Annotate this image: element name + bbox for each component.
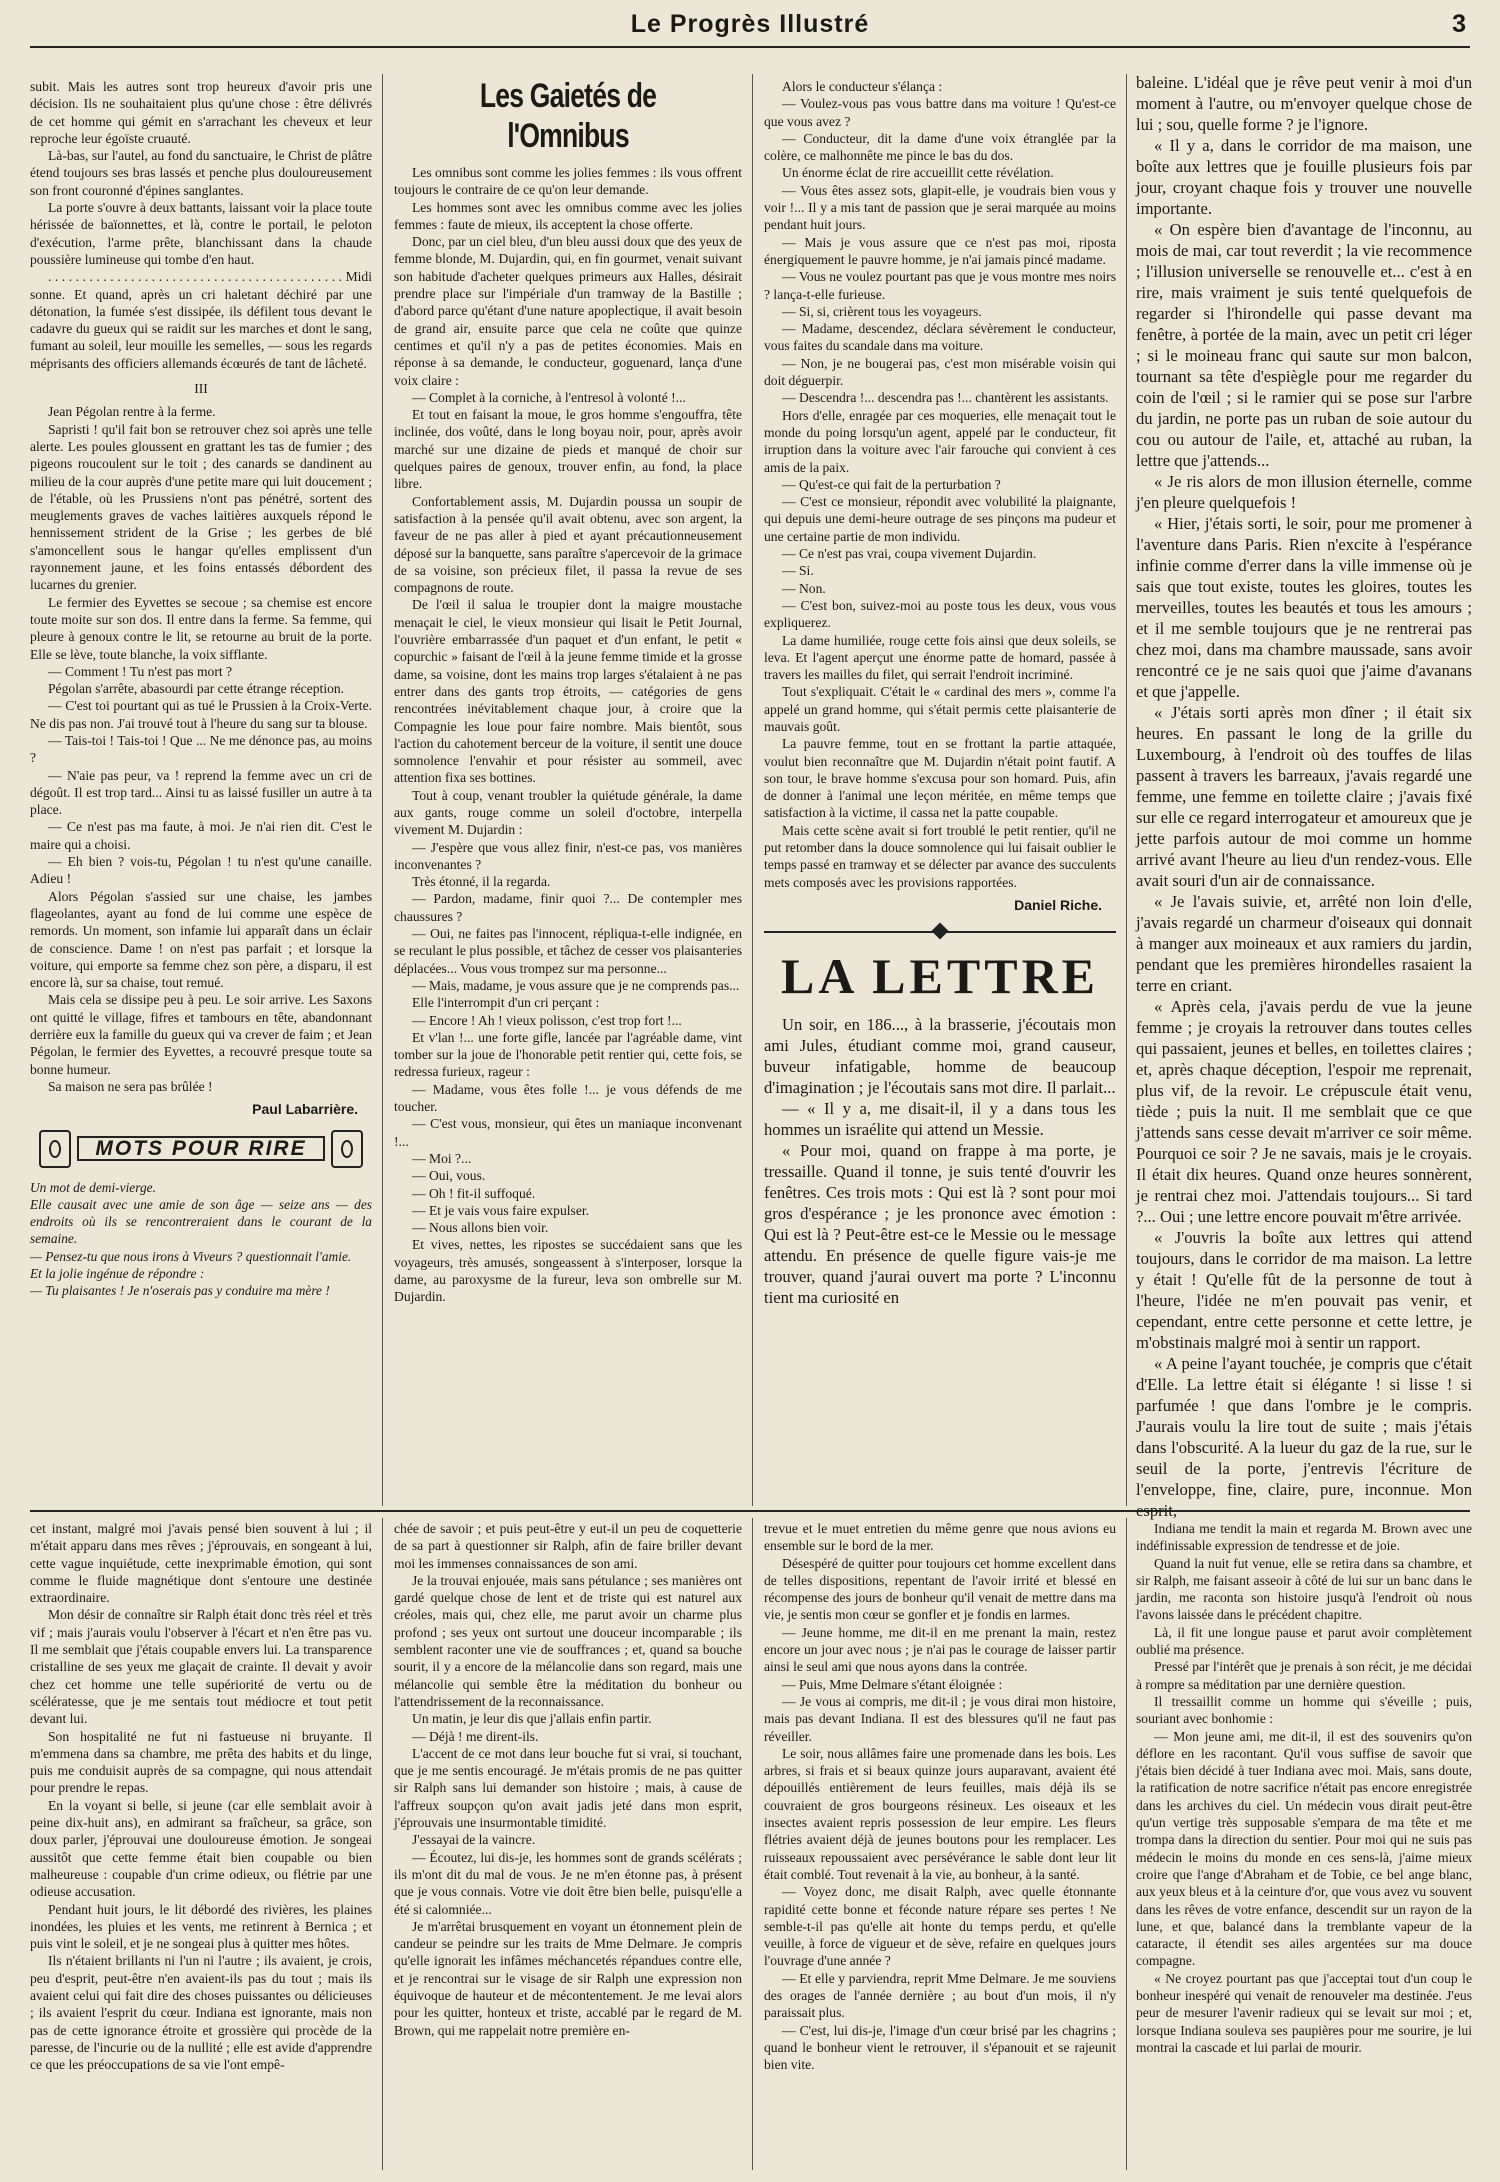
author-signature: Paul Labarrière.	[252, 1101, 358, 1118]
paragraph: — Conducteur, dit la dame d'une voix étranglée par la colère, ce malhonnête me pince le bas du dos.	[764, 130, 1116, 164]
paragraph: — Oui, ne faites pas l'innocent, répliqua-t-elle indignée, en se reculant le plus possible, et tâchez de cesser vos plaisanteries déplacées... Vous vous trompez sur ma personne...	[394, 926, 742, 976]
paragraph: Là-bas, sur l'autel, au fond du sanctuaire, le Christ de plâtre étend toujours ses bras lassés et penche plus douloureusement son front couronné d'épines sanglantes.	[30, 148, 372, 198]
paragraph: — Et je vais vous faire expulser.	[412, 1202, 590, 1218]
paragraph: La dame humiliée, rouge cette fois ainsi que deux soleils, se leva. Et l'agent aperçut une énorme patte de homard, passée à travers les mailles du filet, qui serrait l'endroit incriminé.	[764, 632, 1116, 683]
paragraph: « On espère bien d'avantage de l'inconnu, au mois de mai, car tout reverdit ; la vie recommence ; l'illusion universelle se renouvelle et... c'est à en rire, mais vraiment je suis tenté quelquefois de regarder si l'hirondelle qui passe devant ma fenêtre, à portée de la main, avec un petit cri léger ; si le moineau franc qui saute sur mon balcon, tournant sa tête d'espiègle pour me regarder du coin de l'œil ; si le ramier qui se pose sur l'arbre du jardin, ne porte pas un ruban de soie autour du cou ou autour de l'aile, et, attaché au ruban, la lettre que j'attends...	[1136, 220, 1472, 470]
paragraph: « Je l'avais suivie, et, arrêté non loin d'elle, j'avais regardé un charmeur d'oiseaux qui donnait à manger aux moineaux et aux ramiers du jardin, pendant que les premières hirondelles rasaient la terre en criant.	[1136, 892, 1472, 995]
paragraph: — Madame, descendez, déclara sévèrement le conducteur, vous faites du scandale dans ma voiture.	[764, 321, 1116, 354]
paragraph: Hors d'elle, enragée par ces moqueries, elle menaçait tout le monde du poing lorsqu'un agent, appelé par le conducteur, fit irruption dans la voiture avec l'air farouche qui convient à ces amis de la paix.	[764, 407, 1116, 475]
joke-line: — Pensez-tu que nous irons à Viveurs ? questionnait l'amie.	[30, 1248, 352, 1264]
paragraph: — C'est bon, suivez-moi au poste tous les deux, vous vous expliquerez.	[764, 597, 1116, 631]
paragraph: Très étonné, il la regarda.	[412, 874, 551, 890]
paragraph: — Qu'est-ce qui fait de la perturbation ?	[782, 476, 1001, 492]
paragraph: Alors le conducteur s'élança :	[782, 79, 943, 94]
paragraph: Mais cela se dissipe peu à peu. Le soir arrive. Les Saxons ont quitté le village, fifres et tambours en tête, abandonnant derrière eux la famille du gueux qui va crever de faim ; et Jean Pégolan, le fermier des Eyvettes, a recouvré presque toute sa bonne humeur.	[30, 992, 372, 1077]
mots-pour-rire-title: MOTS POUR RIRE	[77, 1136, 324, 1161]
paragraph: — Oui, vous.	[412, 1168, 486, 1184]
page-number: 3	[1452, 10, 1466, 38]
joke-line: — Tu plaisantes ! Je n'oserais pas y conduire ma mère !	[30, 1283, 330, 1299]
paragraph: subit. Mais les autres sont trop heureux d'avoir pris une décision. Ils ne souhaitaient plus qu'une chose : être délivrés de cet homme qui gémit en s'arrachant les cheveux et leur reproche leur égoïste cruauté.	[30, 79, 372, 146]
paragraph: Quand la nuit fut venue, elle se retira dans sa chambre, et sir Ralph, me faisant asseoir à côté de lui sur un banc dans le jardin, me raconta son histoire jusqu'à l'endroit où nous l'avons laissée dans le précédent chapitre.	[1136, 1555, 1472, 1623]
paragraph: Sa maison ne sera pas brûlée !	[48, 1078, 213, 1094]
paragraph: — C'est toi pourtant qui as tué le Prussien à la Croix-Verte. Ne dis pas non. J'ai trouvé tout à l'heure du sang sur ta blouse.	[30, 698, 372, 731]
paragraph: Je la trouvai enjouée, mais sans pétulance ; ses manières ont gardé quelque chose de lent et de triste qui est naturel aux créoles, mais qui, chez elle, me parut avoir un charme plus profond ; ses yeux ont surtout une douceur incomparable ; ils semblent raconter une vie de souffrances ; et, quand sa bouche sourit, il y a encore de la mélancolie dans son regard, mais une mélancolie qui semble être la méditation du bonheur ou l'attendrissement de la reconnaissance.	[394, 1572, 742, 1709]
mots-pour-rire	[30, 1179, 372, 1300]
joke-line: Et la jolie ingénue de répondre :	[30, 1266, 205, 1281]
paragraph: Un matin, je leur dis que j'allais enfin partir.	[412, 1711, 652, 1727]
paragraph: Le soir, nous allâmes faire une promenade dans les bois. Les arbres, si frais et si beaux quinze jours auparavant, avaient été dépouillés entièrement de leurs feuilles, mais déjà ils se couvraient de gros bourgeons résineux. Les oiseaux et les insectes avaient repris possession de leur empire. Les fleurs flétries avaient déjà de jeunes boutons pour les remplacer. Les ruisseaux repoussaient avec persévérance le sable dont leur lit était comblé. Tout revenait à la vie, au bonheur, à la santé.	[764, 1745, 1116, 1882]
column-rule	[1126, 1518, 1127, 2170]
paragraph: « Ne croyez pourtant pas que j'acceptai tout d'un coup le bonheur inespéré qui venait de renouveler ma destinée. J'eus peur de mesurer l'avenir radieux qui se levait sur moi ; et, lorsque Indiana souleva ses paupières pour me sourire, je lui montrai la cascade et lui parlai de mourir.	[1136, 1970, 1472, 2055]
paragraph: Pégolan s'arrête, abasourdi par cette étrange réception.	[48, 681, 345, 697]
paragraph: — Non.	[782, 580, 826, 596]
paragraph: — Mon jeune ami, me dit-il, il est des souvenirs qu'on déflore en les racontant. Qu'il vous suffise de savoir que j'étais bien décidé à tuer Indiana avec moi. Mais, sans doute, la ratification de notre sacrifice n'était pas encore enregistrée dans les archives du ciel. Un médecin vous dirait peut-être qu'un vertige très supposable s'empara de ma tête et me trompa dans la direction du sentier. Pour moi qui ne suis pas médecin le moins du monde en ces sens-là, j'aime mieux croire que l'ange d'Abraham et de Tobie, ce bel ange blanc, aux yeux bleus et à la ceinture d'or, que vous avez vu souvent dans les rêves de votre enfance, descendit sur un rayon de la lune, et que, balancé dans la tremblante vapeur de la cataracte, il étendit ses ailes argentées sur ma douce compagne.	[1136, 1728, 1472, 1969]
column-2	[394, 72, 742, 1506]
column-1	[30, 78, 372, 1506]
joke-line: Elle causait avec une amie de son âge — seize ans — des endroits où ils se rencontreraient dans le courant de la semaine.	[30, 1196, 372, 1247]
paragraph: J'essayai de la vaincre.	[412, 1832, 536, 1848]
column-rule	[382, 1518, 383, 2170]
paragraph: baleine. L'idéal que je rêve peut venir à moi d'un moment à l'autre, ou m'envoyer quelque chose de lui ; sou, quelle forme ? je l'ignore.	[1136, 73, 1472, 134]
paragraph: — Déjà ! me dirent-ils.	[412, 1728, 539, 1744]
ornament-icon	[331, 1130, 363, 1168]
paragraph: — Madame, vous êtes folle !... je vous défends de me toucher.	[394, 1081, 742, 1115]
paragraph: — Eh bien ? vois-tu, Pégolan ! tu n'est qu'une canaille. Adieu !	[30, 854, 372, 887]
paragraph: — Voyez donc, me disait Ralph, avec quelle étonnante rapidité cette bonne et féconde nature répare ses pertes ! Ne semble-t-il pas qu'elle ait honte du temps perdu, et qu'elle veuille, à force de vigueur et de sève, refaire en quelques jours l'ouvrage d'une année ?	[764, 1884, 1116, 1969]
paragraph: — Pardon, madame, finir quoi ?... De contempler mes chaussures ?	[394, 891, 742, 924]
paragraph: — Oh ! fit-il suffoqué.	[412, 1185, 536, 1201]
column-rule	[752, 1518, 753, 2170]
paragraph: « Je ris alors de mon illusion éternelle, comme j'en pleure quelquefois !	[1136, 472, 1472, 512]
article-title: Les Gaietés de l'Omnibus	[479, 77, 657, 155]
paragraph: Mais cette scène avait si fort troublé le petit rentier, qu'il ne put retomber dans la douce somnolence qui lui faisait oublier le temps passé en tramway et se délecter par avance des succulents mets composés avec les provisions rapportées.	[764, 822, 1116, 890]
paragraph: — Non, je ne bougerai pas, c'est mon misérable voisin qui doit déguerpir.	[764, 355, 1116, 389]
paragraph: « Il y a, dans le corridor de ma maison, une boîte aux lettres que je fouille plusieurs fois par jour, croyant chaque fois y trouver une nouvelle importante.	[1136, 136, 1472, 218]
paragraph: — Mais je vous assure que ce n'est pas moi, riposta énergiquement le pauvre homme, je n'ai jamais pincé madame.	[764, 234, 1116, 267]
paragraph: — Ce n'est pas vrai, coupa vivement Dujardin.	[782, 546, 1037, 562]
mots-pour-rire-banner	[30, 1129, 372, 1169]
ornament-rule	[764, 924, 1116, 940]
paragraph: « J'étais sorti après mon dîner ; il était six heures. En passant le long de la grille du Luxembourg, à l'endroit où des touffes de lilas passent à travers les barreaux, j'avais regardé une femme, une femme en toilette claire ; j'avais fixé sur elle ce regard interrogateur et amoureux que je jette parfois autour de moi comme un homme arrivé avant l'heure au lieu d'un rendez-vous. Elle avait souri d'un air de connaissance.	[1136, 703, 1472, 890]
paragraph: Elle l'interrompit d'un cri perçant :	[412, 995, 600, 1011]
lower-column-4	[1136, 1520, 1472, 2170]
paragraph: Pressé par l'intérêt que je prenais à son récit, je me décidai à rompre sa méditation par une dernière question.	[1136, 1659, 1472, 1692]
paragraph: — Comment ! Tu n'est pas mort ?	[48, 663, 233, 679]
paragraph: Tout s'expliquait. C'était le « cardinal des mers », comme l'a appelé un grand homme, qui s'était permis cette plaisanterie de mauvais goût.	[764, 684, 1116, 734]
paragraph: « Après cela, j'avais perdu de vue la jeune femme ; je croyais la retrouver dans toutes celles qui passaient, jeunes et belles, en toilettes claires ; et, après chaque déception, l'espoir me reprenait, plus vif, de la revoir. Le crépuscule était venu, tiède ; puis la nuit. Il me semblait que ce que j'attends sans cesse devait m'arriver ce soir même. Pourquoi ce soir ? Je ne savais, mais je le croyais. Il était dix heures. Quand onze heures sonnèrent, je rentrai chez moi. J'attendais toujours... Si tard ?... Oui ; une lettre encore pouvait m'être arrivée.	[1136, 997, 1472, 1226]
paragraph: — Ce n'est pas ma faute, à moi. Je n'ai rien dit. C'est le maire qui a choisi.	[30, 819, 372, 852]
paragraph: La pauvre femme, tout en se frottant la partie attaquée, voulut bien reconnaître que M. Dujardin n'était point fautif. A son tour, le brave homme s'excusa pour son homard. Puis, afin de donner à l'animal une leçon méritée, en même temps que satisfaction à la victime, il cassa net la patte coupable.	[764, 736, 1116, 821]
column-rule	[1126, 74, 1127, 1506]
paragraph: — Moi ?...	[412, 1150, 472, 1166]
paragraph: — Encore ! Ah ! vieux polisson, c'est trop fort !...	[412, 1012, 682, 1028]
paragraph: — Voulez-vous pas vous battre dans ma voiture ! Qu'est-ce que vous avez ?	[764, 96, 1116, 129]
paragraph: Désespéré de quitter pour toujours cet homme excellent dans de telles dispositions, repentant de l'avoir irrité et blessé en récompense des jours de bonheur qu'il venait de mettre dans ma vie, je sentis mon cœur se gonfler et je fondis en larmes.	[764, 1555, 1116, 1623]
newspaper-title: Le Progrès Illustré	[630, 10, 870, 38]
column-4	[1136, 72, 1472, 1520]
paragraph: L'accent de ce mot dans leur bouche fut si vrai, si touchant, que je me sentis encouragé. Je m'étais promis de ne pas quitter sir Ralph sans lui demander son histoire ; mais, à cause de l'affreux soupçon qu'on avait jadis jeté dans mon esprit, j'éprouvais une insurmontable timidité.	[394, 1745, 742, 1831]
paragraph: « Hier, j'étais sorti, le soir, pour me promener à l'aventure dans Paris. Rien n'excite à l'espérance infinie comme d'errer dans la ville immense où je sais que tout existe, toutes les gloires, toutes les merveilles, toutes les beautés et tous les amours ; et il me semble toujours que je ne rentrerai pas chez moi, dans ma chambre maussade, sans avoir rencontré ce je ne sais quoi que j'aime d'avanans et que j'appelle.	[1136, 514, 1472, 701]
lower-column-2	[394, 1520, 742, 2170]
paragraph: — Mais, madame, je vous assure que je ne comprends pas...	[412, 977, 740, 993]
paragraph: La porte s'ouvre à deux battants, laissant voir la place toute hérissée de baïonnettes, et là, contre le portail, le peloton d'exécution, l'arme prête, blanchissant dans la chaude poussière lumineuse qui tombe d'en haut.	[30, 200, 372, 267]
masthead	[30, 6, 1470, 48]
paragraph: — J'espère que vous allez finir, n'est-ce pas, vos manières inconvenantes ?	[394, 839, 742, 872]
ornament-icon	[39, 1130, 71, 1168]
paragraph: — Vous ne voulez pourtant pas que je vous montre mes noirs ? lança-t-elle furieuse.	[764, 269, 1116, 302]
paragraph: — Nous allons bien voir.	[412, 1220, 549, 1236]
paragraph: Mon désir de connaître sir Ralph était donc très réel et très vif ; mais j'aurais voulu l'observer à l'écart et n'en être pas vu. Il me semblait que j'étais coupable envers lui. La transparence cristalline de ses yeux me glaçait de crainte. Il devait y avoir chez cet homme une telle supériorité de vertu ou de scélératesse, que je me sentais tout médiocre et tout petit devant lui.	[30, 1607, 372, 1727]
paragraph: — Complet à la corniche, à l'entresol à volonté !...	[412, 389, 686, 405]
paragraph: Son hospitalité ne fut ni fastueuse ni bruyante. Il m'emmena dans sa chambre, me prêta des habits et du linge, puis me conduisit auprès de sa compagne, qui nous attendait pour prendre le repas.	[30, 1728, 372, 1796]
paragraph: Un soir, en 186..., à la brasserie, j'écoutais mon ami Jules, étudiant comme moi, grand causeur, buveur infatigable, homme de beaucoup d'imagination ; je l'écoutais sans mot dire. Il parlait...	[764, 1015, 1116, 1098]
paragraph: Sapristi ! qu'il fait bon se retrouver chez soi après une telle alerte. Les poules gloussent en grattant les tas de fumier ; des pigeons roucoulent sur le toit ; des canards se dandinent au milieu de la cour auprès d'une petite mare qui luit doucement ; de l'étable, où les Prussiens n'ont pas pénétré, sortent des meuglements graves de vaches laitières auxquels répond le hennissement strident de la Grise ; les gerbes de blé s'amoncellent sous le hangar qu'elles emplissent d'un rayonnement jaune, et les foins entassés débordent des lucarnes du grenier.	[30, 421, 372, 593]
paragraph: — Je vous ai compris, me dit-il ; je vous dirai mon histoire, mais pas devant Indiana. Il est des blessures qu'il ne faut pas réveiller.	[764, 1693, 1116, 1744]
paragraph: — N'aie pas peur, va ! reprend la femme avec un cri de dégoût. Il est trop tard... Ainsi tu as laissé fusiller un autre à ta place.	[30, 767, 372, 818]
paragraph: — C'est ce monsieur, répondit avec volubilité la plaignante, qui depuis une demi-heure outrage de ses pinçons ma pudeur et une certaine partie de mon individu.	[764, 494, 1116, 544]
paragraph: Un énorme éclat de rire accueillit cette révélation.	[782, 165, 1054, 181]
paragraph: Et tout en faisant la moue, le gros homme s'engouffra, tête inclinée, dos voûté, dans le long boyau noir, pour, après avoir marché sur une dizaine de pieds et manqué de choir sur quelques paires de genoux, trouver enfin, au fond, la place libre.	[394, 407, 742, 492]
paragraph: « J'ouvris la boîte aux lettres qui attend toujours, dans le corridor de ma maison. La lettre y était ! Qu'elle fût de la personne de tout à l'heure, l'idée ne m'en pouvait pas venir, et cependant, entre cette personne et cette lettre, je m'obstinais malgré moi à sentir un rapport.	[1136, 1228, 1472, 1352]
paragraph: Je m'arrêtai brusquement en voyant un étonnement plein de candeur se peindre sur les traits de Mme Delmare. Je compris qu'elle ignorait les infâmes méchancetés répandues contre elle, et je rencontrai sur le visage de sir Ralph une expression non équivoque de hauteur et de mécontentement. Je me levai alors pour les quitter, honteux et triste, accablé par le regard de M. Brown, qui me rappelait notre première en-	[394, 1918, 742, 2038]
paragraph: Confortablement assis, M. Dujardin poussa un soupir de satisfaction à la pensée qu'il avait obtenu, avec son argent, la faveur de ne pas aller à pied et ayant précautionneusement déposé sur la banquette, sans paraître s'apercevoir de la grimace de sa voisine, son précieux filet, il passa la revue de ses compagnons de route.	[394, 493, 742, 596]
paragraph: En la voyant si belle, si jeune (car elle semblait avoir à peine dix-huit ans), en admirant sa fraîcheur, sa grâce, son doux parler, j'éprouvai une douloureuse émotion. Je songeai aussitôt que cette femme était bien coupable ou bien malheureuse : coupable d'un crime odieux, ou flétrie par une odieuse accusation.	[30, 1797, 372, 1900]
article-title: LA LETTRE	[780, 948, 1100, 1005]
paragraph: Tout à coup, venant troubler la quiétude générale, la dame aux gants, rouge comme un soleil d'octobre, interpella vivement M. Dujardin :	[394, 787, 742, 838]
paragraph: — C'est, lui dis-je, l'image d'un cœur brisé par les chagrins ; quand le bonheur vient le retrouver, il s'épanouit et se rajeunit bien vite.	[764, 2022, 1116, 2073]
paragraph: Indiana me tendit la main et regarda M. Brown avec une indéfinissable expression de tendresse et de joie.	[1136, 1521, 1472, 1554]
author-signature: Daniel Riche.	[1014, 896, 1102, 913]
paragraph: — Si, si, crièrent tous les voyageurs.	[782, 303, 982, 319]
paragraph: « A peine l'ayant touchée, je compris que c'était d'Elle. La lettre était si élégante ! si lisse ! si parfumée ! que dans l'ombre je le compris. J'aurais voulu la lire tout de suite ; mais j'étais dans l'obscurité. A la lueur du gaz de la rue, sur le seuil de la porte, j'entrevis l'écriture de l'enveloppe, fine, claire, pure, inconnue. Mon esprit,	[1136, 1354, 1472, 1520]
paragraph: Jean Pégolan rentre à la ferme.	[48, 404, 216, 420]
paragraph: trevue et le muet entretien du même genre que nous avions eu ensemble sur le bord de la mer.	[764, 1521, 1116, 1554]
paragraph: Ils n'étaient brillants ni l'un ni l'autre ; ils avaient, je crois, peu d'esprit, peut-être n'en avaient-ils pas du tout ; mais ils avaient celui qui fait dire des choses puissantes ou délicieuses ; ils avaient l'esprit du cœur. Indiana est ignorante, mais non pas de cette ignorance étroite et grossière qui procède de la paresse, de l'incurie ou de la nullité ; elle est avide d'apprendre ce que les préoccupations de sa vie l'ont empê-	[30, 1953, 372, 2073]
paragraph: Les hommes sont avec les omnibus comme avec les jolies femmes : faute de mieux, ils acceptent la chose offerte.	[394, 199, 742, 232]
paragraph: Alors Pégolan s'assied sur une chaise, les jambes flageolantes, ayant au fond de lui comme une espèce de remords. Un moment, son infamie lui apparaît dans un éclair de conscience. Dame ! on n'est pas parfait ; et lorsque la voiture, qui emporte sa femme chez son père, a disparu, il est encore là, sur sa chaise, tout remué.	[30, 888, 372, 991]
paragraph: « Pour moi, quand on frappe à ma porte, je tressaille. Quand il tonne, je suis tenté d'ouvrir les fenêtres. Ces trois mots : Qui est là ? sont pour moi gros d'espérance ; je les prononce avec émotion : Qui est là ? Peut-être est-ce le Messie ou le message attendu. En présence de quelle figure vais-je me trouver, quand j'aurai ouvert ma porte ? L'inconnu tient ma curiosité en	[764, 1141, 1116, 1308]
paragraph: De l'œil il salua le troupier dont la maigre moustache menaçait le ciel, le vieux monsieur qui lisait le Petit Journal, l'ouvrière embarrassée d'un paquet et d'un enfant, le petit « copurchic » faisant de l'œil à la jeune femme timide et la grosse dame, sa voisine, dont les mains trop larges s'étalaient à ne pas entrer dans des gants trop étroits, — catégories de gens rencontrées inévitablement chaque jour, à croire que la Compagnie les loue pour faire nombre. Mais bientôt, sous l'action du cahotement berceur de la voiture, il sentit une douce somnolence l'envahir et pour résister au sommeil, avec attention fixa ses bottines.	[394, 597, 742, 786]
paragraph: Il tressaillit comme un homme qui s'éveille ; puis, souriant avec bonhomie :	[1136, 1693, 1472, 1727]
lower-column-1	[30, 1520, 372, 2170]
paragraph: — Si.	[782, 563, 814, 579]
paragraph: Donc, par un ciel bleu, d'un bleu aussi doux que des yeux de femme blonde, M. Dujardin, qui, en fin gourmet, venait suivant son habitude d'acheter quelques primeurs aux Halles, désirait prendre place sur l'impériale d'un tramway de la Bastille ; d'abord parce qu'étant d'une nature apoplectique, il avait besoin de grand air, ensuite parce que cela ne coûte que quinze centimes et qu'il n'y a pas de petites économies. Mais en réponse à sa demande, le conducteur, goguenard, lança d'une voix claire :	[394, 234, 742, 388]
paragraph: cet instant, malgré moi j'avais pensé bien souvent à lui ; il m'était apparu dans mes rêves ; j'éprouvais, en songeant à lui, cette vague inquiétude, cette inexprimable émotion, qui sont comme le fluide magnétique dont s'entoure une destinée extraordinaire.	[30, 1521, 372, 1606]
paragraph: — Tais-toi ! Tais-toi ! Que ... Ne me dénonce pas, au moins ?	[30, 732, 372, 766]
paragraph: Là, il fit une longue pause et parut avoir complètement oublié ma présence.	[1136, 1624, 1472, 1658]
paragraph: Les omnibus sont comme les jolies femmes : ils vous offrent toujours le contraire de ce qu'on leur demande.	[394, 165, 742, 198]
paragraph: — Écoutez, lui dis-je, les hommes sont de grands scélérats ; ils m'ont dit du mal de vous. Je ne m'en étonne pas, à présent que je vous connais. Votre vie doit être bien belle, puisqu'elle a été si calomniée...	[394, 1849, 742, 1917]
paragraph: — Descendra !... descendra pas !... chantèrent les assistants.	[782, 390, 1109, 406]
diamond-icon	[932, 923, 949, 940]
paragraph: chée de savoir ; et puis peut-être y eut-il un peu de coquetterie de sa part à questionner sir Ralph, afin de faire briller devant moi les immenses connaissances de son ami.	[394, 1521, 742, 1571]
lower-column-3	[764, 1520, 1116, 2170]
column-3	[764, 78, 1116, 1506]
paragraph: Et vives, nettes, les ripostes se succédaient sans que les voyageurs, très amusés, songeassent à s'interposer, lorsque la dame, au paroxysme de la fureur, leva son ombrelle sur M. Dujardin.	[394, 1237, 742, 1305]
paragraph: — Puis, Mme Delmare s'étant éloignée :	[782, 1676, 1003, 1692]
paragraph: Pendant huit jours, le lit débordé des rivières, les plaines inondées, les pluies et les vents, me retinrent à Bernica ; et puis vint le soleil, et je ne songeai plus à quitter mes hôtes.	[30, 1901, 372, 1952]
joke-line: Un mot de demi-vierge.	[30, 1179, 156, 1195]
section-number: III	[194, 381, 208, 397]
paragraph: Et v'lan !... une forte gifle, lancée par l'agréable dame, vint tomber sur la joue de l'honorable petit rentier qui, cette fois, se redressa furieux, rageur :	[394, 1029, 742, 1080]
paragraph: — Jeune homme, me dit-il en me prenant la main, restez encore un jour avec nous ; je n'ai pas le courage de laisser partir ainsi le seul ami que nous ayons dans la contrée.	[764, 1624, 1116, 1675]
paragraph: — Vous êtes assez sots, glapit-elle, je voudrais bien vous y voir !... Il y a mis tant de passion que je serai marquée au moins pendant huit jours.	[764, 182, 1116, 233]
paragraph: — Et elle y parviendra, reprit Mme Delmare. Je me souviens des orages de l'année dernière ; au bout d'un mois, il n'y paraissait plus.	[764, 1970, 1116, 2021]
paragraph: Le fermier des Eyvettes se secoue ; sa chemise est encore toute moite sur son dos. Il entre dans la ferme. Sa femme, qui pleure à genoux contre le lit, se retourne au bruit de la porte. Elle se lève, toute blanche, la voix sifflante.	[30, 594, 372, 662]
paragraph: — « Il y a, me disait-il, il y a dans tous les hommes un israélite qui attend un Messie.	[764, 1099, 1116, 1140]
paragraph: . . . . . . . . . . . . . . . . . . . . . . . . . . . . . . . . . . . . . . . . . . . Midi sonne. Et quand, après un cri haletant déchiré par une détonation, la fumée s'est dissipée, ils défilent tous devant le cadavre du gueux qui se raidit sur les marches et dont le sang, fumant au soleil, leur mouille les semelles, — sous les regards méprisants des officiers allemands écœurés de tant de lâcheté.	[30, 269, 372, 371]
paragraph: — C'est vous, monsieur, qui êtes un maniaque inconvenant !...	[394, 1116, 742, 1149]
column-rule	[752, 74, 753, 1506]
column-rule	[382, 74, 383, 1506]
